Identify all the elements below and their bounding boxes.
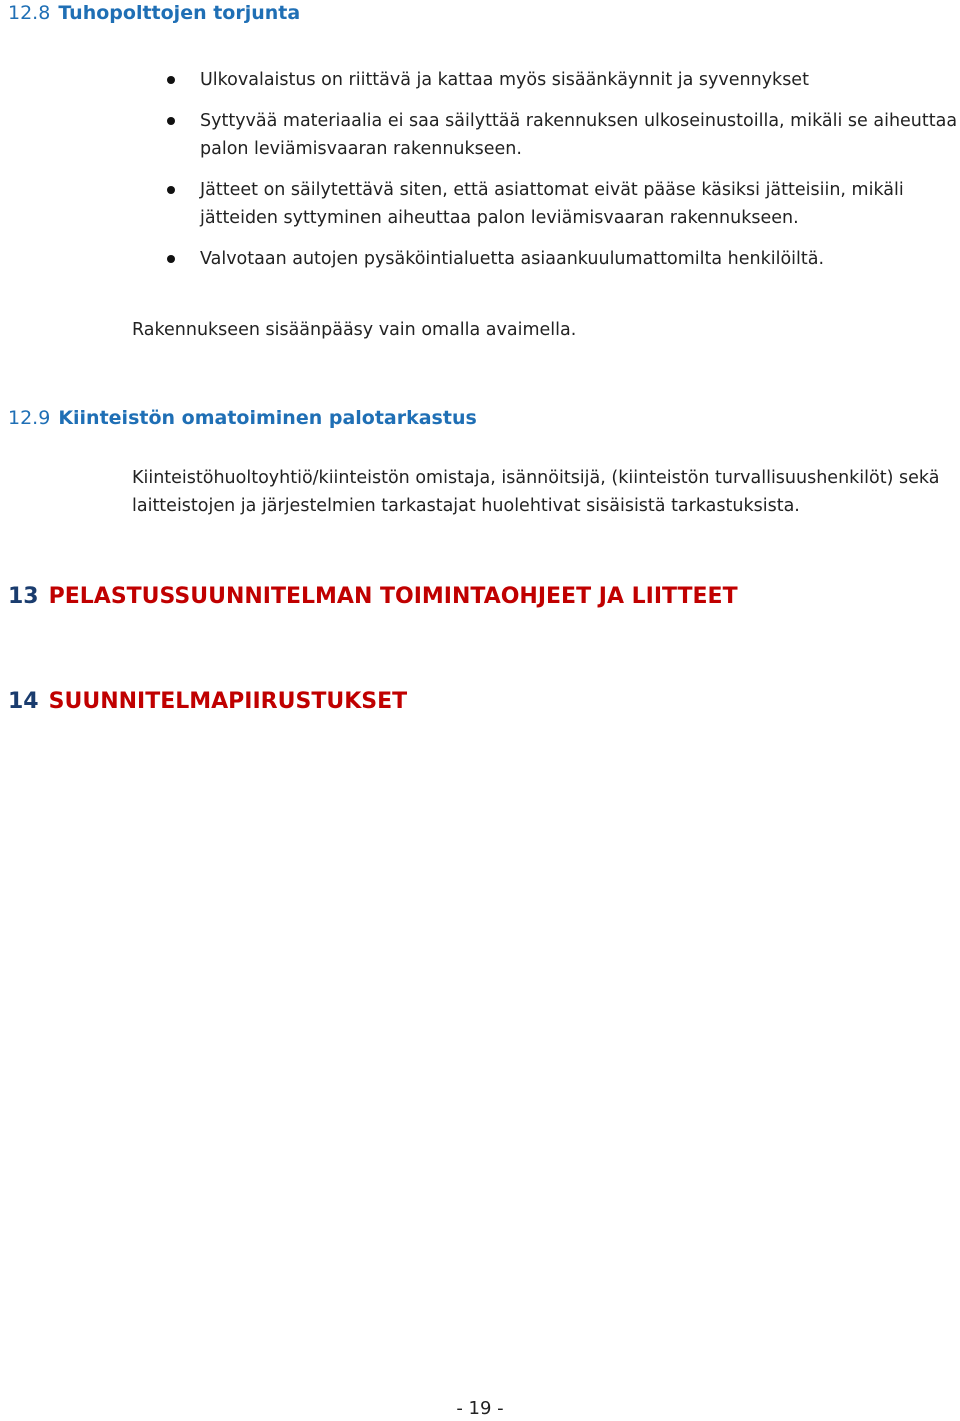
section-number: 12.8 [8, 2, 51, 24]
section-title: Tuhopolttojen torjunta [58, 2, 301, 24]
bullet-icon [167, 186, 175, 194]
bullet-icon [167, 255, 175, 263]
list-item-text: Syttyvää materiaalia ei saa säilyttää rakennuksen ulkoseinustoilla, mikäli se aiheuttaa palon leviämisvaaran rakennukseen. [200, 111, 958, 159]
section-number: 13 [8, 584, 39, 609]
section-14-heading [8, 689, 407, 714]
paragraph-inspection: Kiinteistöhuoltoyhtiö/kiinteistön omistaja, isännöitsijä, (kiinteistön turvallisuushenkilöt) sekä laitteistojen ja järjestelmien tarkastajat huolehtivat sisäisistä tarkastuksista. [132, 468, 940, 516]
list-item [162, 245, 960, 273]
section-title: PELASTUSSUUNNITELMAN TOIMINTAOHJEET JA LIITTEET [48, 584, 738, 609]
section-title: Kiinteistön omatoiminen palotarkastus [58, 407, 477, 429]
list-item [162, 107, 960, 163]
list-item-text: Ulkovalaistus on riittävä ja kattaa myös sisäänkäynnit ja syvennykset [200, 70, 809, 90]
bullet-icon [167, 117, 175, 125]
list-item-text: Valvotaan autojen pysäköintialuetta asiaankuulumattomilta henkilöiltä. [200, 249, 825, 269]
section-number: 12.9 [8, 407, 51, 429]
paragraph-access: Rakennukseen sisäänpääsy vain omalla avaimella. [132, 320, 577, 340]
list-item [162, 66, 960, 94]
page-number: - 19 - [456, 1398, 504, 1419]
bullet-icon [167, 76, 175, 84]
list-item-text: Jätteet on säilytettävä siten, että asiattomat eivät pääse käsiksi jätteisiin, mikäli jätteiden syttyminen aiheuttaa palon leviämisvaaran rakennukseen. [200, 180, 904, 228]
section-12-9-heading [8, 407, 477, 429]
bullet-list [162, 66, 960, 286]
section-number: 14 [8, 689, 39, 714]
section-title: SUUNNITELMAPIIRUSTUKSET [48, 689, 408, 714]
list-item [162, 176, 960, 232]
section-12-8-heading [8, 2, 300, 24]
section-13-heading [8, 584, 738, 609]
